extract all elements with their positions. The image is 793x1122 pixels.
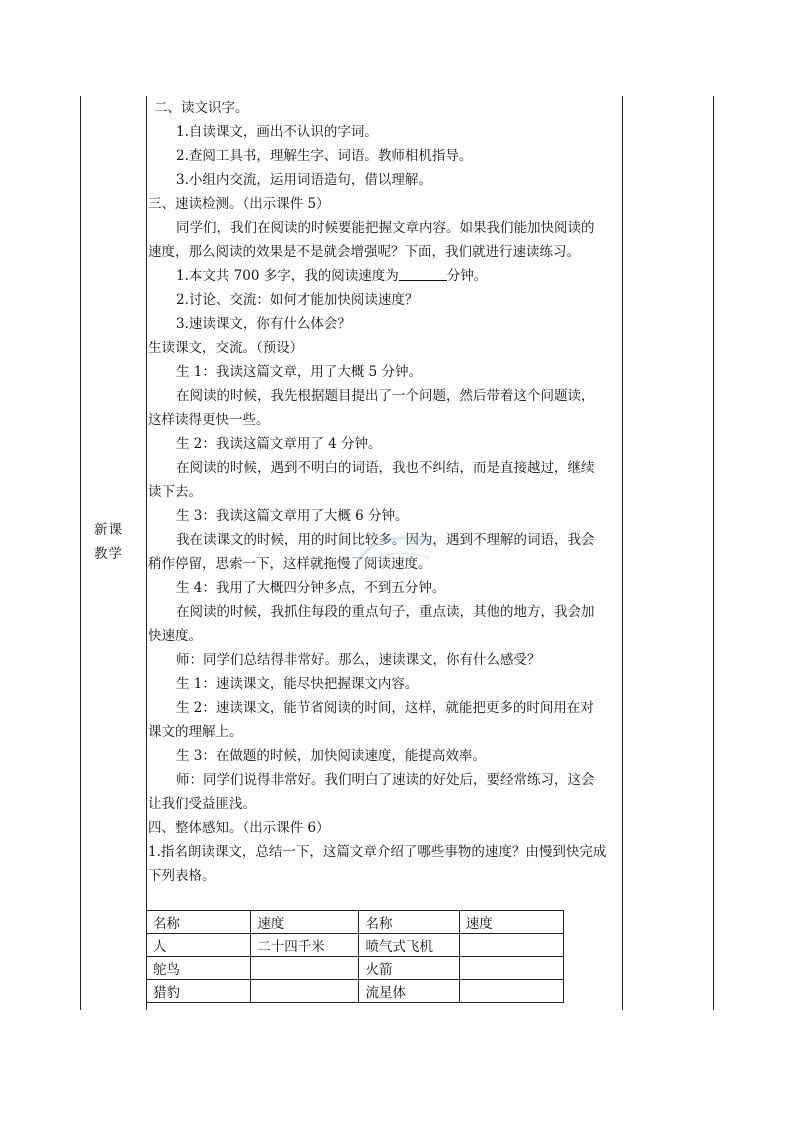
paragraph-line: 课文的理解上。 [148, 724, 243, 740]
table-header-cell: 速度 [251, 911, 359, 934]
table-header-cell: 名称 [359, 911, 459, 934]
fill-in-blank [399, 266, 447, 281]
table-border-left [80, 96, 81, 1010]
table-header-row [147, 911, 564, 934]
table-row [147, 980, 564, 1003]
table-row [147, 934, 564, 957]
paragraph-line: 这样读得更快一些。 [148, 412, 270, 428]
table-cell [459, 980, 563, 1003]
list-item: 3.小组内交流，运用词语造句，借以理解。 [176, 172, 432, 188]
paragraph-line: 读下去。 [148, 484, 202, 500]
paragraph-line: 稍作停留，思索一下，这样就拖慢了阅读速度。 [148, 556, 432, 572]
paragraph-line: 师：同学们总结得非常好。那么，速读课文，你有什么感受？ [176, 652, 541, 668]
table-cell: 人 [147, 934, 251, 957]
paragraph-line: 让我们受益匪浅。 [148, 796, 256, 812]
table-border-right [713, 96, 714, 1010]
list-item: 2.讨论、交流：如何才能加快阅读速度？ [176, 292, 419, 308]
paragraph-line: 生 3：在做题的时候，加快阅读速度，能提高效率。 [176, 748, 486, 764]
table-cell [459, 934, 563, 957]
paragraph-line: 师：同学们说得非常好。我们明白了速读的好处后，要经常练习，这会 [176, 772, 595, 788]
watermark-logo [350, 532, 440, 572]
table-cell: 火箭 [359, 957, 459, 980]
paragraph-line: 生 1：我读这篇文章，用了大概 5 分钟。 [176, 364, 423, 380]
table-cell [459, 957, 563, 980]
table-header-cell: 速度 [459, 911, 563, 934]
paragraph-line: 生 3：我读这篇文章用了大概 6 分钟。 [176, 508, 409, 524]
section-heading: 二、读文识字。 [154, 100, 249, 116]
paragraph-line: 生 1：速读课文，能尽快把握课文内容。 [176, 676, 419, 692]
paragraph-line: 生读课文，交流。（预设） [148, 340, 304, 356]
list-item: 1.自读课文，画出不认识的字词。 [176, 124, 378, 140]
table-border-label-divider [146, 96, 147, 1010]
question-unit: 分钟。 [446, 268, 488, 284]
paragraph-line: 同学们，我们在阅读的时候要能把握文章内容。如果我们能加快阅读的 [176, 220, 595, 236]
list-item: 3.速读课文，你有什么体会？ [176, 316, 351, 332]
table-cell [251, 957, 359, 980]
list-item: 2.查阅工具书，理解生字、词语。教师相机指导。 [176, 148, 473, 164]
table-header-cell: 名称 [147, 911, 251, 934]
question-text: 1.本文共 700 多字，我的阅读速度为 [176, 268, 399, 284]
section-heading: 三、速读检测。（出示课件 5） [148, 196, 330, 212]
list-item [176, 264, 487, 288]
table-cell: 二十四千米 [251, 934, 359, 957]
paragraph-line: 我在读课文的时候，用的时间比较多。因为，遇到不理解的词语，我会 [176, 532, 595, 548]
table-cell [251, 980, 359, 1003]
table-cell: 猎豹 [147, 980, 251, 1003]
paragraph-line: 速度，那么阅读的效果是不是就会增强呢？下面，我们就进行速读练习。 [148, 244, 580, 260]
paragraph-line: 生 2：速读课文，能节省阅读的时间，这样，就能把更多的时间用在对 [176, 700, 594, 716]
paragraph-line: 在阅读的时候，遇到不明白的词语，我也不纠结，而是直接越过，继续 [176, 460, 595, 476]
paragraph-line: 下列表格。 [148, 868, 216, 884]
paragraph-line: 1.指名朗读课文，总结一下，这篇文章介绍了哪些事物的速度？由慢到快完成 [148, 844, 607, 860]
paragraph-line: 在阅读的时候，我先根据题目提出了一个问题，然后带着这个问题读， [176, 388, 595, 404]
paragraph-line: 在阅读的时候，我抓住每段的重点句子，重点读，其他的地方，我会加 [176, 604, 595, 620]
section-label: 新课教学 [94, 522, 123, 562]
table-cell: 鸵鸟 [147, 957, 251, 980]
paragraph-line: 快速度。 [148, 628, 202, 644]
table-cell: 喷气式飞机 [359, 934, 459, 957]
section-heading: 四、整体感知。（出示课件 6） [148, 820, 330, 836]
paragraph-line: 生 2：我读这篇文章用了 4 分钟。 [176, 436, 382, 452]
table-border-content-divider [622, 96, 623, 1010]
table-cell: 流星体 [359, 980, 459, 1003]
table-row [147, 957, 564, 980]
speed-table [146, 910, 564, 1003]
paragraph-line: 生 4：我用了大概四分钟多点，不到五分钟。 [176, 580, 446, 596]
